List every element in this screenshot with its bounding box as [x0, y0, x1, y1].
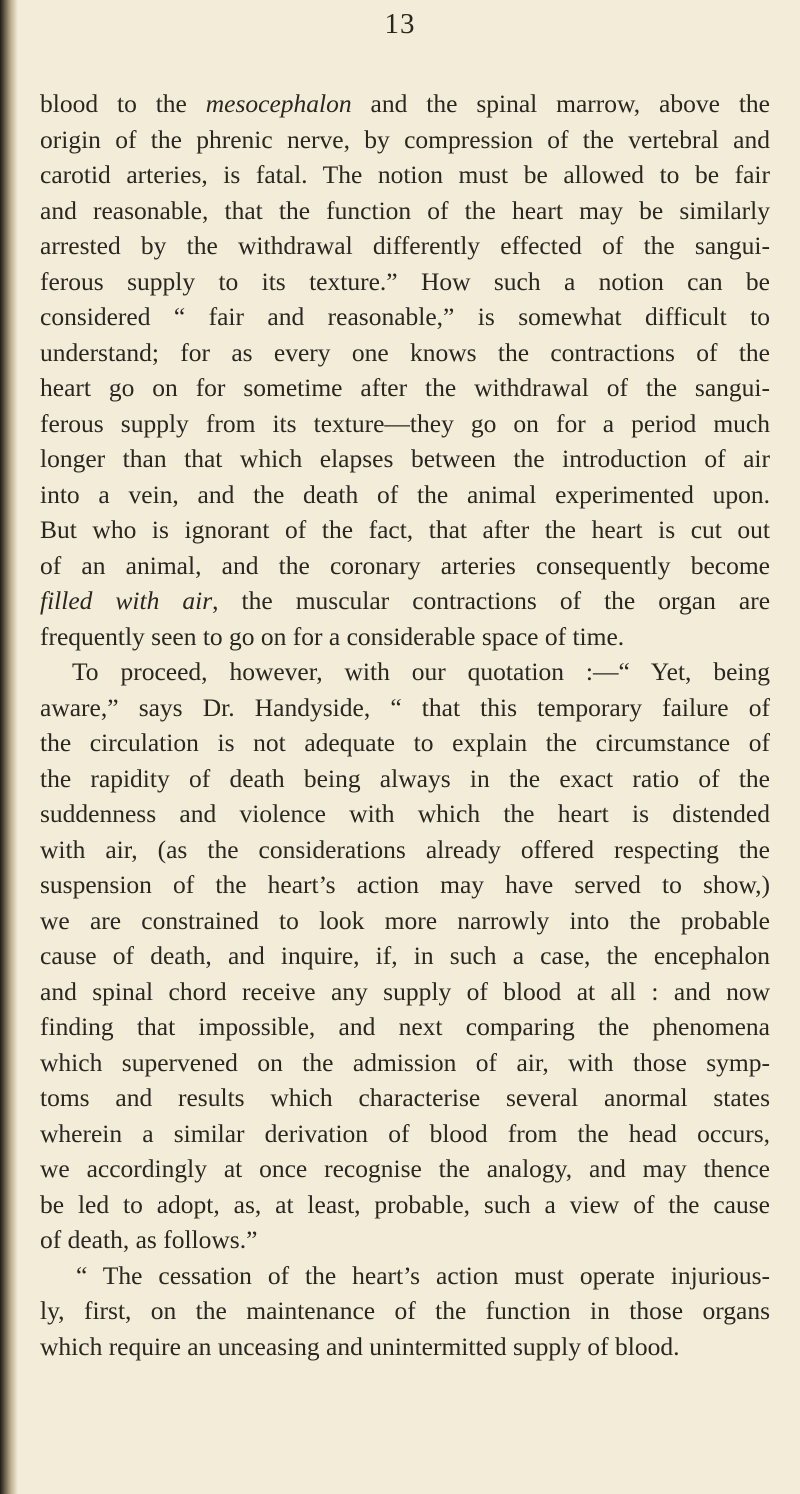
text-line	[40, 761, 770, 797]
body-text	[40, 86, 770, 1364]
text-run: arrested by the withdrawal differently effected of the sangui-	[40, 231, 770, 260]
text-line	[40, 903, 770, 939]
text-run: blood to the	[40, 89, 206, 118]
text-line	[40, 441, 770, 477]
text-run: and spinal chord receive any supply of blood at all : and now	[40, 976, 770, 1006]
text-run: and the spinal marrow, above the	[351, 89, 770, 118]
text-line	[40, 1080, 770, 1116]
text-run: considered “ fair and reasonable,” is somewhat difficult to	[40, 302, 770, 331]
italic-text: mesocephalon	[205, 89, 352, 118]
text-run: heart go on for sometime after the withdrawal of the sangui-	[40, 373, 770, 402]
text-line	[40, 725, 770, 761]
text-run: toms and results which characterise several anormal states	[40, 1083, 770, 1112]
text-run: be led to adopt, as, at least, probable, such a view of the cause	[40, 1189, 770, 1219]
text-run: , the muscular contractions of the organ are	[212, 586, 771, 615]
text-line	[40, 690, 770, 726]
text-line	[40, 654, 770, 690]
page-number: 13	[384, 8, 416, 40]
text-line	[40, 867, 770, 903]
text-run: ferous supply to its texture.” How such a notion can be	[40, 266, 770, 296]
text-line	[40, 157, 770, 193]
text-run: and reasonable, that the function of the heart may be similarly	[40, 195, 770, 225]
text-line	[40, 619, 770, 655]
text-line	[40, 548, 770, 584]
text-line	[40, 299, 770, 335]
text-run: “ The cessation of the heart’s action must operate injurious-	[76, 1260, 770, 1290]
text-line	[40, 512, 770, 548]
text-run: origin of the phrenic nerve, by compression of the vertebral and	[40, 124, 770, 154]
text-line	[40, 1187, 770, 1223]
text-line	[40, 974, 770, 1010]
text-run: ferous supply from its texture—they go on for a period much	[40, 408, 770, 438]
text-run: of death, as follows.”	[40, 1225, 258, 1254]
text-line	[40, 193, 770, 229]
text-line	[40, 335, 770, 371]
text-line	[40, 1045, 770, 1081]
text-line	[40, 1222, 770, 1258]
text-line	[40, 1009, 770, 1045]
text-line	[40, 86, 770, 122]
text-line	[40, 406, 770, 442]
text-line	[40, 264, 770, 300]
italic-text: filled with air	[40, 586, 213, 615]
text-line	[40, 1329, 770, 1365]
text-run: which require an unceasing and unintermitted supply of blood.	[40, 1331, 680, 1361]
text-line	[40, 1258, 770, 1294]
text-run: finding that impossible, and next comparing the phenomena	[40, 1012, 770, 1041]
text-run: wherein a similar derivation of blood from the head occurs,	[40, 1118, 770, 1148]
text-line	[40, 938, 770, 974]
text-line	[40, 583, 770, 619]
text-run: the rapidity of death being always in the exact ratio of the	[40, 763, 770, 793]
text-line	[40, 122, 770, 158]
binding-gutter-shadow	[0, 0, 18, 1494]
text-run: which supervened on the admission of air, with those symp-	[40, 1047, 770, 1077]
text-line	[40, 832, 770, 868]
text-run: the circulation is not adequate to explain the circumstance of	[40, 728, 770, 757]
text-run: we accordingly at once recognise the analogy, and may thence	[40, 1154, 770, 1183]
text-line	[40, 370, 770, 406]
text-run: of an animal, and the coronary arteries consequently become	[40, 550, 770, 580]
text-run: cause of death, and inquire, if, in such a case, the encephalon	[40, 941, 770, 970]
text-run: ly, first, on the maintenance of the function in those organs	[40, 1296, 770, 1325]
text-run: longer than that which elapses between the introduction of air	[40, 444, 770, 473]
text-line	[40, 796, 770, 832]
text-run: suddenness and violence with which the heart is distended	[40, 799, 770, 828]
text-run: aware,” says Dr. Handyside, “ that this temporary failure of	[40, 692, 770, 722]
text-run: But who is ignorant of the fact, that after the heart is cut out	[40, 515, 770, 544]
text-run: carotid arteries, is fatal. The notion must be allowed to be fair	[40, 160, 770, 189]
text-run: with air, (as the considerations already offered respecting the	[40, 834, 770, 864]
text-line	[40, 1116, 770, 1152]
text-line	[40, 228, 770, 264]
text-run: suspension of the heart’s action may have served to show,)	[40, 870, 770, 899]
text-run: we are constrained to look more narrowly into the probable	[40, 905, 770, 935]
text-run: frequently seen to go on for a considerable space of time.	[40, 621, 625, 651]
text-run: into a vein, and the death of the animal experimented upon.	[40, 479, 770, 509]
text-line	[40, 1151, 770, 1187]
text-line	[40, 477, 770, 513]
text-run: understand; for as every one knows the contractions of the	[40, 337, 770, 367]
text-line	[40, 1293, 770, 1329]
text-run: To proceed, however, with our quotation :—“ Yet, being	[72, 657, 770, 686]
